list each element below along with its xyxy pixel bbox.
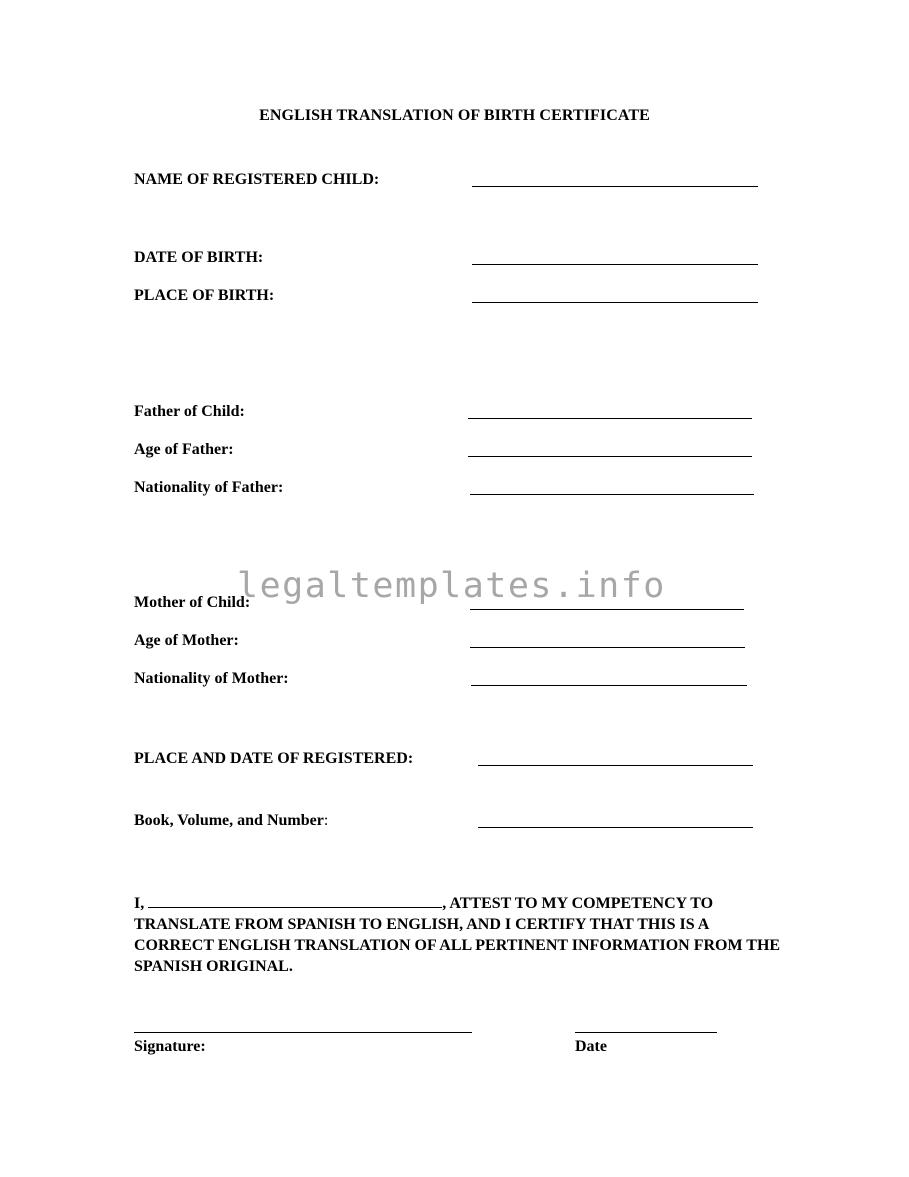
father-age-line[interactable] [468,456,752,457]
signature-label: Signature: [134,1038,206,1055]
place-of-birth-line[interactable] [472,302,758,303]
father-nationality-label: Nationality of Father: [134,479,284,496]
date-of-birth-label: DATE OF BIRTH: [134,249,264,266]
father-age-label: Age of Father: [134,441,234,458]
child-name-label: NAME OF REGISTERED CHILD: [134,171,380,188]
date-label: Date [575,1038,607,1055]
book-volume-number-text: Book, Volume, and Number [134,812,324,829]
date-line[interactable] [575,1032,717,1033]
child-name-line[interactable] [472,186,758,187]
watermark: legaltemplates.info [237,566,666,606]
document-title: ENGLISH TRANSLATION OF BIRTH CERTIFICATE [259,107,650,124]
attestation-prefix: I, [134,895,149,912]
mother-nationality-label: Nationality of Mother: [134,670,289,687]
attestation-paragraph [134,893,784,977]
book-volume-number-colon: : [323,812,329,829]
mother-line[interactable] [470,609,744,610]
registration-line[interactable] [478,765,753,766]
place-of-birth-label: PLACE OF BIRTH: [134,287,275,304]
father-line[interactable] [468,418,752,419]
translator-name-line[interactable] [148,895,442,908]
book-volume-number-label [134,811,328,831]
registration-label: PLACE AND DATE OF REGISTERED: [134,750,414,767]
father-label: Father of Child: [134,403,245,420]
father-nationality-line[interactable] [470,494,754,495]
mother-nationality-line[interactable] [471,685,747,686]
attestation-text: , ATTEST TO MY COMPETENCY TO TRANSLATE FROM SPANISH TO ENGLISH, AND I CERTIFY THAT THIS IS A CORRECT ENGLISH TRANSLATION OF ALL PERTINENT INFORMATION FROM THE SPANISH ORIGINAL. [134,895,781,975]
mother-age-label: Age of Mother: [134,632,239,649]
signature-line[interactable] [134,1032,472,1033]
mother-label: Mother of Child: [134,594,251,611]
mother-age-line[interactable] [470,647,745,648]
date-of-birth-line[interactable] [472,264,758,265]
book-volume-number-line[interactable] [478,827,753,828]
